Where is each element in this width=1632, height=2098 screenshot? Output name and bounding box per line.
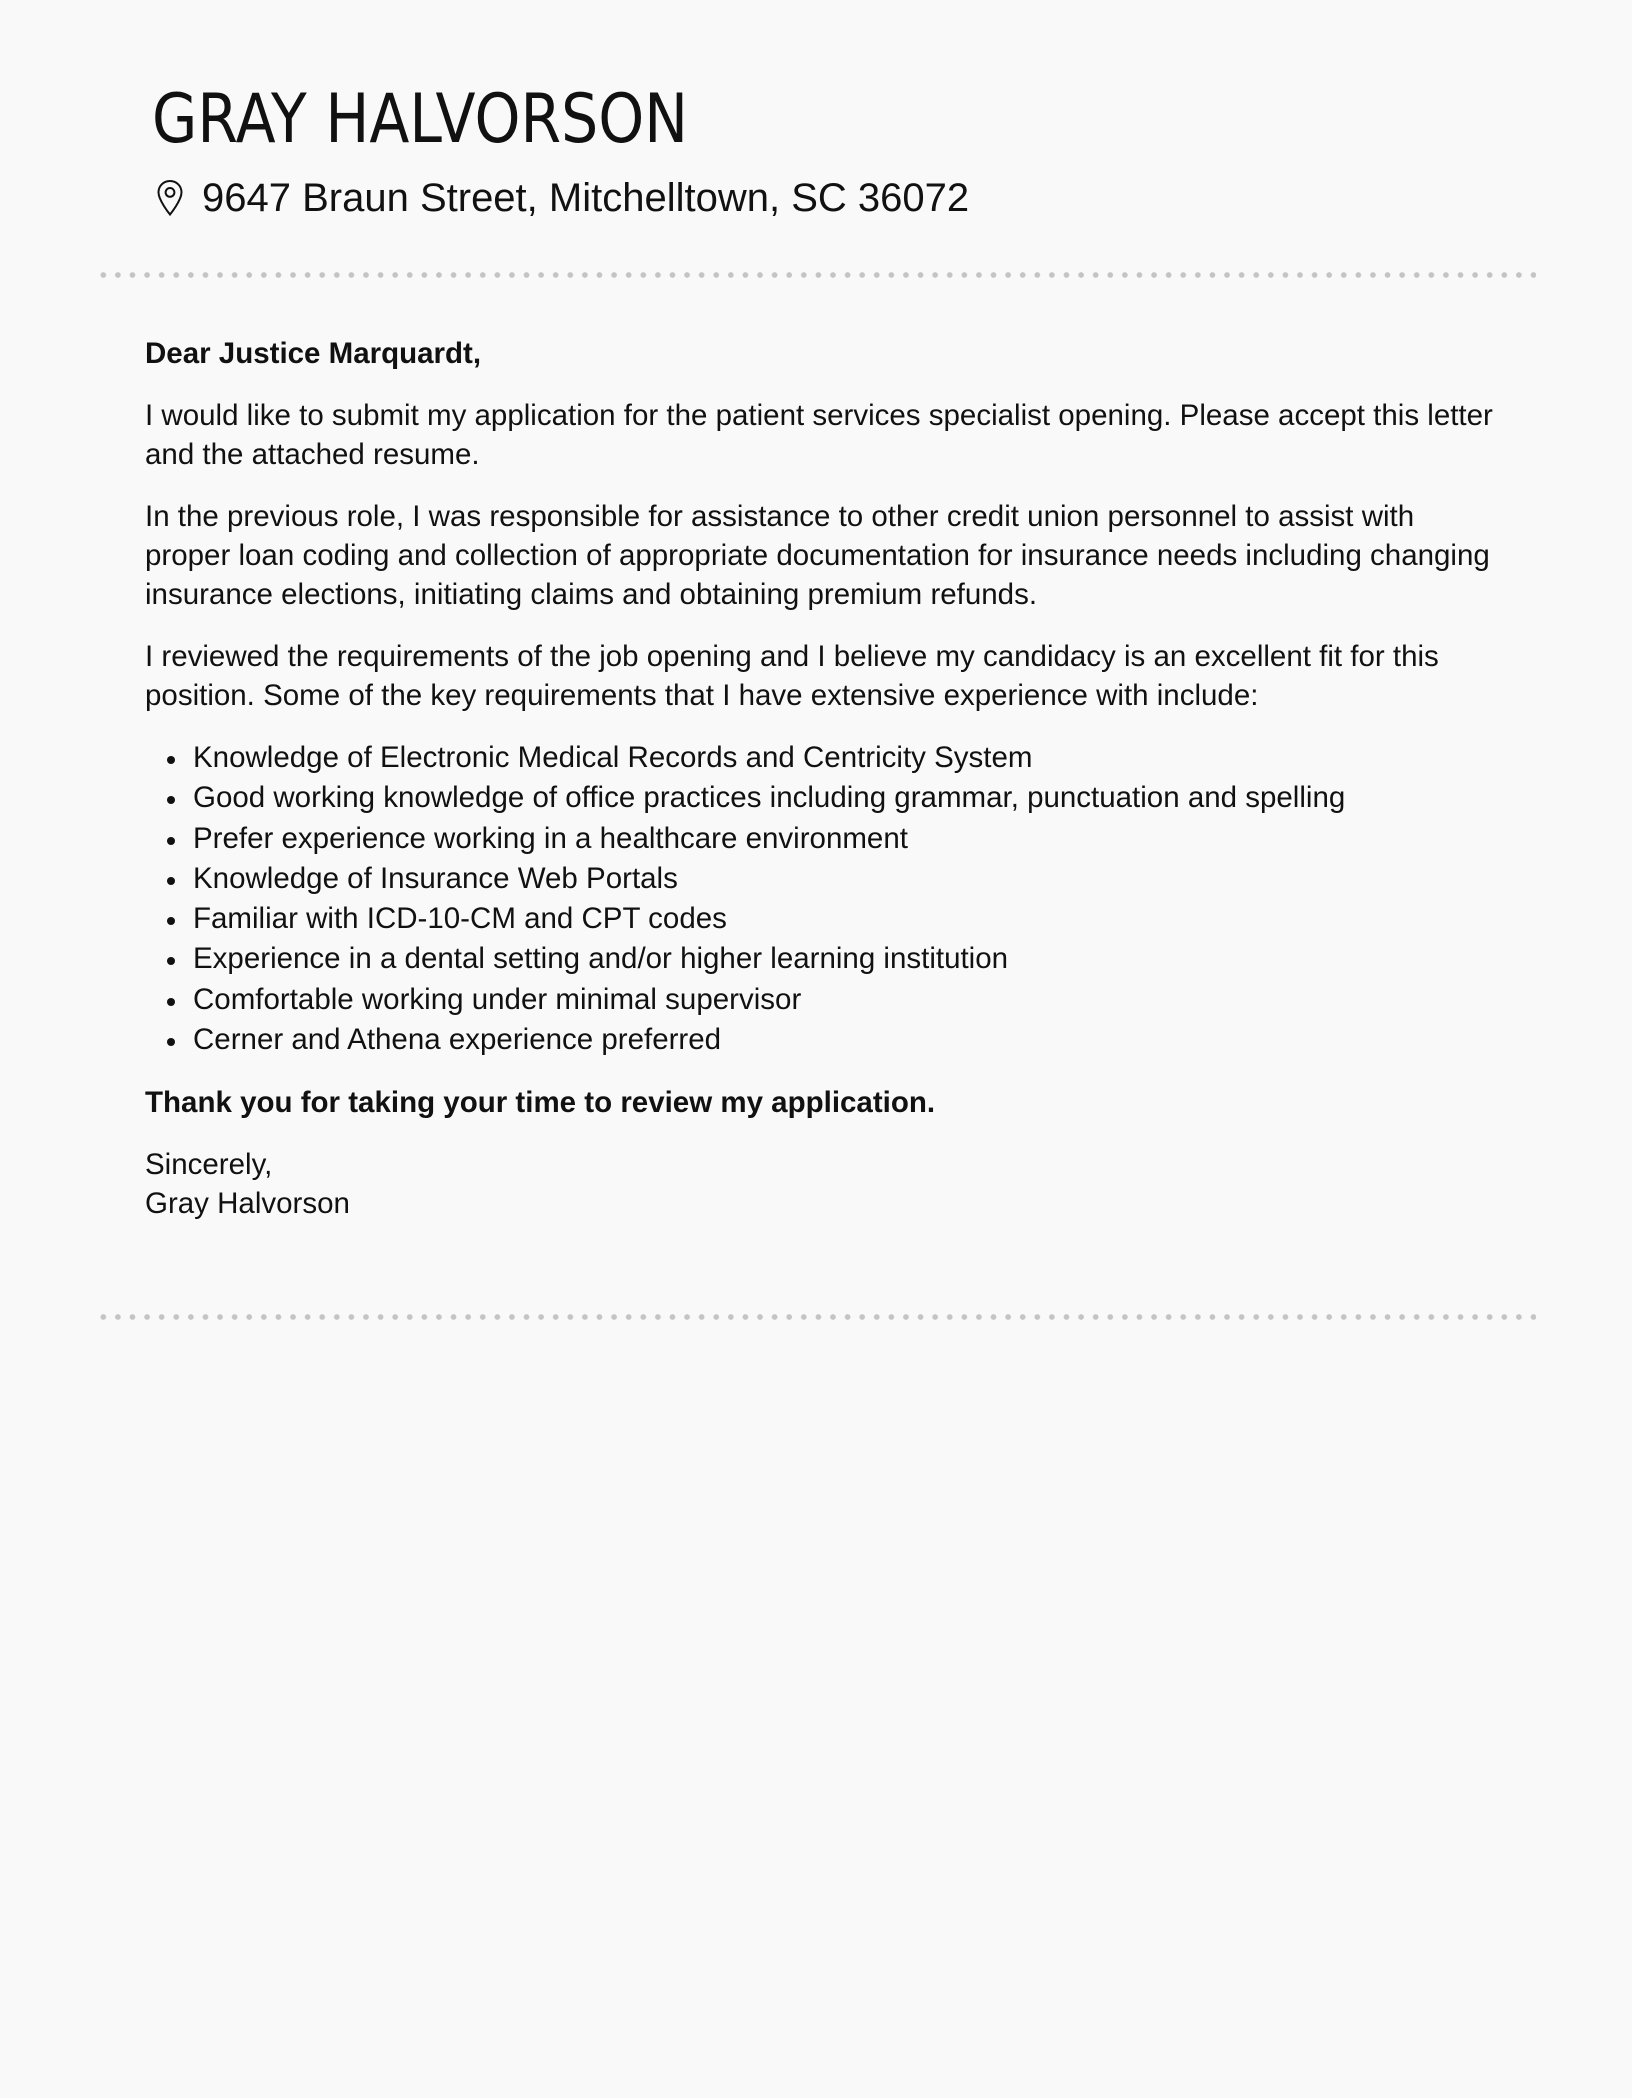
skill-item: Comfortable working under minimal supervisor (163, 980, 1505, 1020)
top-dotted-divider (96, 272, 1536, 278)
skill-item: Experience in a dental setting and/or higher learning institution (163, 939, 1505, 979)
address-row (152, 170, 1532, 226)
skill-item: Familiar with ICD-10-CM and CPT codes (163, 899, 1505, 939)
paragraph-requirements: I reviewed the requirements of the job opening and I believe my candidacy is an excellent fit for this position. Some of the key requirements that I have extensive experience with include: (145, 640, 1439, 712)
closing-line: Thank you for taking your time to review my application. (145, 1086, 936, 1120)
applicant-name: GRAY HALVORSON (152, 80, 689, 159)
letter-header (152, 78, 1532, 226)
skill-item: Cerner and Athena experience preferred (163, 1020, 1505, 1060)
skills-list (145, 738, 1505, 1060)
greeting: Dear Justice Marquardt, (145, 337, 482, 370)
letter-body (145, 334, 1505, 1246)
skill-item: Knowledge of Electronic Medical Records and Centricity System (163, 738, 1505, 778)
signature: Gray Halvorson (145, 1187, 350, 1221)
signoff-block (145, 1145, 1505, 1223)
signoff: Sincerely, (145, 1148, 273, 1182)
skill-item: Good working knowledge of office practices including grammar, punctuation and spelling (163, 778, 1505, 818)
skill-item: Prefer experience working in a healthcare environment (163, 819, 1505, 859)
skill-item: Knowledge of Insurance Web Portals (163, 859, 1505, 899)
location-pin-icon (156, 179, 184, 217)
applicant-address: 9647 Braun Street, Mitchelltown, SC 36072 (202, 176, 970, 220)
bottom-dotted-divider (96, 1314, 1536, 1320)
paragraph-intro: I would like to submit my application for the patient services specialist opening. Please accept this letter and the attached resume. (145, 399, 1493, 471)
paragraph-experience: In the previous role, I was responsible for assistance to other credit union personnel to assist with proper loan coding and collection of appropriate documentation for insurance needs including changing insurance elections, initiating claims and obtaining premium refunds. (145, 500, 1490, 611)
